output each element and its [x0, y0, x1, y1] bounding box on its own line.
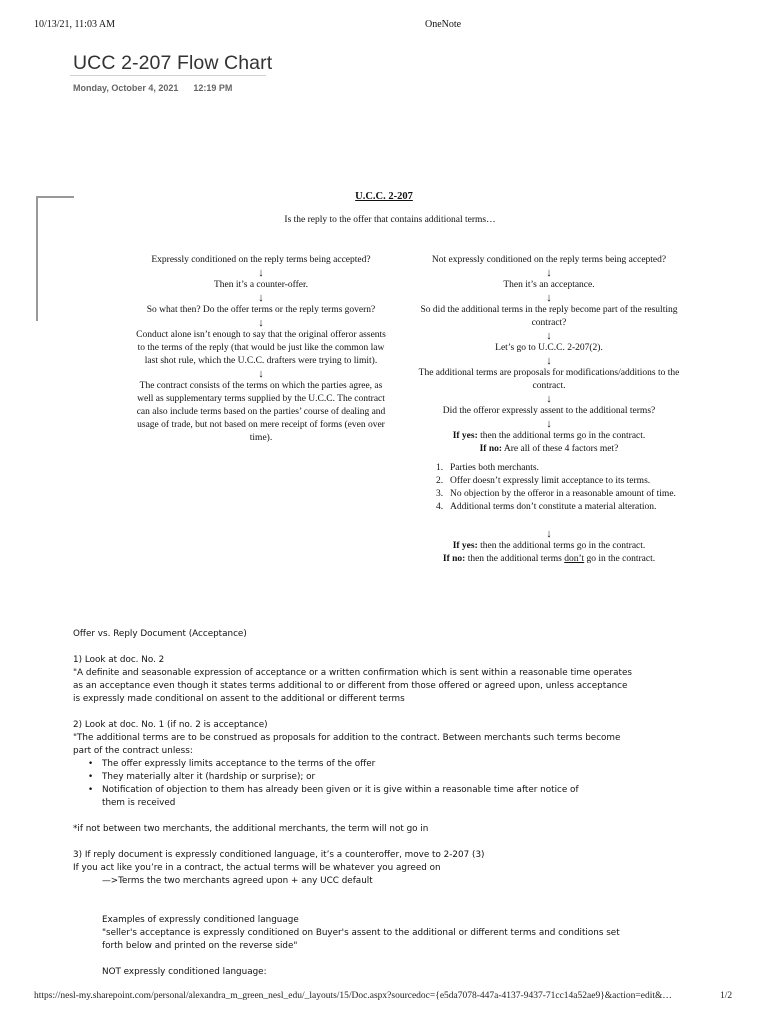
- if-yes-text: then the additional terms go in the contract.: [477, 431, 646, 441]
- left-step-1: Expressly conditioned on the reply terms being accepted?: [151, 255, 371, 265]
- right-step-6: Did the offeror expressly assent to the additional terms?: [442, 406, 656, 416]
- page-time: 12:19 PM: [193, 83, 233, 93]
- down-arrow-icon: ↓: [546, 292, 552, 304]
- left-step-3: So what then? Do the offer terms or the reply terms govern?: [146, 305, 376, 315]
- flowchart-question: Is the reply to the offer that contains additional terms…: [284, 215, 496, 225]
- section-3-title: 3) If reply document is expressly conditioned language, it’s a counteroffer, move to 2-207 (3): [73, 850, 485, 860]
- page-title[interactable]: UCC 2-207 Flow Chart: [73, 52, 273, 74]
- footnote: *if not between two merchants, the additional merchants, the term will not go in: [73, 824, 429, 834]
- print-url: https://nesl-my.sharepoint.com/personal/alexandra_m_green_nesl_edu/_layouts/15/Doc.aspx?sourcedoc={e5da7078-447a-4137-9437-71cc14a52ae9}&action=edit&…: [34, 991, 672, 1001]
- down-arrow-icon: ↓: [258, 292, 264, 304]
- print-app-name: OneNote: [425, 19, 462, 30]
- list-item: [436, 462, 686, 475]
- left-step-2: Then it’s a counter-offer.: [213, 280, 309, 290]
- down-arrow-icon: ↓: [546, 330, 552, 342]
- down-arrow-icon: ↓: [258, 317, 264, 329]
- bullet-item: [73, 758, 633, 771]
- list-number: 2.: [436, 476, 444, 486]
- list-number: 4.: [436, 502, 444, 512]
- right-step-2: Then it’s an acceptance.: [503, 280, 595, 290]
- left-step-4: Conduct alone isn’t enough to say that the original offeror assents to the terms of the reply (that would be just like the common law last shot rule, which the U.C.C. drafters were trying to limit).: [136, 330, 386, 366]
- list-text: No objection by the offeror in a reasonable amount of time.: [450, 489, 676, 499]
- down-arrow-icon: ↓: [258, 267, 264, 279]
- down-arrow-icon: ↓: [546, 355, 552, 367]
- page-date: Monday, October 4, 2021: [73, 83, 179, 93]
- list-item: [436, 488, 686, 501]
- right-step-5: The additional terms are proposals for modifications/additions to the contract.: [418, 368, 680, 391]
- list-text: Offer doesn’t expressly limit acceptance to its terms.: [450, 476, 651, 486]
- final-no-text: then the additional terms: [465, 554, 565, 564]
- right-step-4: Let’s go to U.C.C. 2-207(2).: [495, 343, 603, 353]
- flowchart-title: U.C.C. 2-207: [355, 191, 413, 202]
- final-yes-line: [418, 540, 680, 553]
- examples-quote: "seller's acceptance is expressly conditioned on Buyer's assent to the additional or different terms and conditions set forth below and printed on the reverse side": [102, 928, 620, 951]
- bullet-icon: •: [88, 772, 94, 782]
- bullet-text: They materially alter it (hardship or surprise); or: [102, 772, 316, 782]
- notes-heading: Offer vs. Reply Document (Acceptance): [73, 629, 247, 639]
- down-arrow-icon: ↓: [258, 368, 264, 380]
- bullet-text: Notification of objection to them has already been given or it is give within a reasonable time after notice of them is received: [102, 785, 579, 808]
- if-no-label: If no:: [479, 444, 503, 454]
- bullet-item: [73, 771, 633, 784]
- bullet-icon: •: [88, 785, 94, 795]
- list-number: 1.: [436, 463, 444, 473]
- section-1-quote: "A definite and seasonable expression of acceptance or a written confirmation which is sent within a reasonable time operates as an acceptance even though it states terms additional to or different from those offered or agreed upon, unless acceptance is expressly made conditional on assent to the additional or different terms: [73, 668, 632, 704]
- final-yes-label: If yes:: [452, 541, 478, 551]
- list-item: [436, 501, 686, 514]
- bullet-icon: •: [88, 759, 94, 769]
- flowchart-left-column: [133, 254, 389, 445]
- print-datetime: 10/13/21, 11:03 AM: [34, 19, 116, 30]
- flowchart-conclusion: [418, 528, 680, 566]
- bullet-item: [73, 784, 592, 810]
- page-timestamp: [73, 83, 232, 93]
- left-step-5: The contract consists of the terms on which the parties agree, as well as supplementary terms supplied by the U.C.C. The contract can also include terms based on the parties’ course of dealing and usage of trade, but not based on mere receipt of forms (even over time).: [136, 381, 386, 443]
- final-no-label: If no:: [442, 554, 466, 564]
- final-no-text-end: go in the contract.: [584, 554, 656, 564]
- down-arrow-icon: ↓: [546, 528, 552, 540]
- if-no-line: [418, 443, 680, 456]
- section-2-quote: "The additional terms are to be construed as proposals for addition to the contract. Between merchants such terms become part of the contract unless:: [73, 733, 621, 756]
- list-text: Parties both merchants.: [450, 463, 539, 473]
- if-yes-line: [418, 430, 680, 443]
- down-arrow-icon: ↓: [546, 418, 552, 430]
- section-3-arrow-line: —>Terms the two merchants agreed upon + any UCC default: [102, 876, 373, 886]
- title-underline: [70, 75, 266, 76]
- list-item: [436, 475, 686, 488]
- list-number: 3.: [436, 489, 444, 499]
- section-1-title: 1) Look at doc. No. 2: [73, 655, 165, 665]
- down-arrow-icon: ↓: [546, 393, 552, 405]
- down-arrow-icon: ↓: [546, 267, 552, 279]
- if-no-text: Are all of these 4 factors met?: [502, 444, 619, 454]
- final-yes-text: then the additional terms go in the contract.: [477, 541, 646, 551]
- if-yes-label: If yes:: [452, 431, 478, 441]
- section-2-title: 2) Look at doc. No. 1 (if no. 2 is acceptance): [73, 720, 268, 730]
- final-no-emphasis: don’t: [564, 554, 585, 564]
- notes-body[interactable]: [73, 628, 633, 979]
- not-conditioned-title: NOT expressly conditioned language:: [102, 967, 267, 977]
- factor-list: [436, 462, 686, 514]
- right-step-3: So did the additional terms in the reply become part of the resulting contract?: [420, 305, 678, 328]
- list-text: Additional terms don’t constitute a material alteration.: [450, 502, 657, 512]
- print-page-number: 1/2: [720, 991, 733, 1001]
- final-no-line: [418, 553, 680, 566]
- bullet-text: The offer expressly limits acceptance to the terms of the offer: [102, 759, 376, 769]
- examples-title: Examples of expressly conditioned language: [102, 915, 299, 925]
- right-step-1: Not expressly conditioned on the reply terms being accepted?: [431, 255, 667, 265]
- flowchart-right-column: [418, 254, 680, 456]
- section-3-line: If you act like you’re in a contract, the actual terms will be whatever you agreed on: [73, 863, 441, 873]
